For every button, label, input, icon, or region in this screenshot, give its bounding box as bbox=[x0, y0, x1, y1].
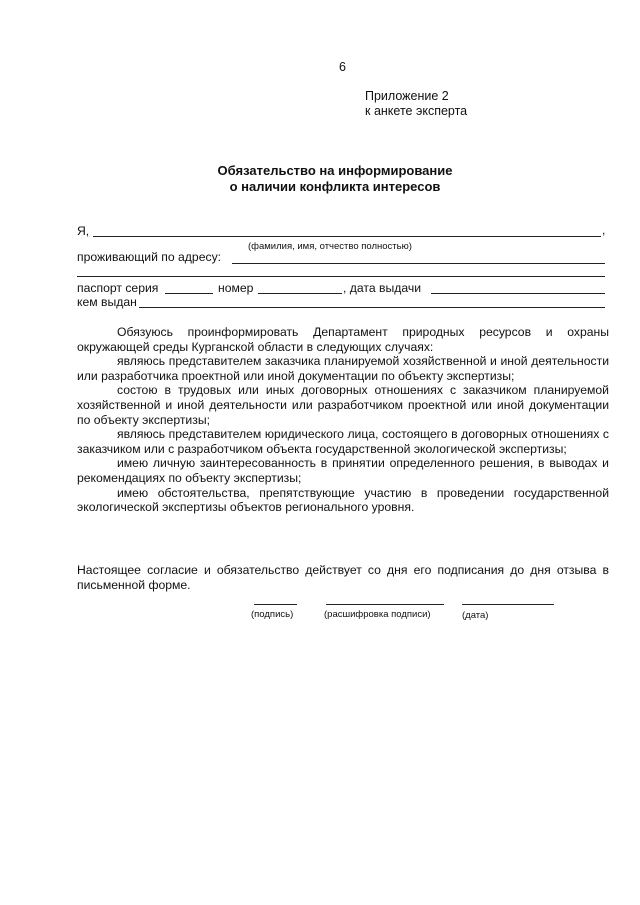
case-2: состою в трудовых или иных договорных отношениях с заказчиком планируемой хозяйственной и иной деятельности или разработчиком проектной или иной документации по объекту экспертизы; bbox=[77, 383, 609, 427]
appendix-line-2: к анкете эксперта bbox=[365, 104, 468, 118]
obligation-body bbox=[77, 325, 609, 515]
issued-by-field[interactable] bbox=[139, 307, 605, 308]
signature-date-label: (дата) bbox=[462, 610, 489, 621]
passport-series-field[interactable] bbox=[165, 293, 213, 294]
intro-paragraph: Обязуюсь проинформировать Департамент природных ресурсов и охраны окружающей среды Курганской области в следующих случаях: bbox=[77, 325, 609, 354]
case-5: имею обстоятельства, препятствующие участию в проведении государственной экологической экспертизы объектов регионального уровня. bbox=[77, 485, 609, 515]
closing-paragraph bbox=[77, 563, 609, 592]
appendix-line-1: Приложение 2 bbox=[365, 89, 449, 103]
passport-number-field[interactable] bbox=[258, 293, 342, 294]
issue-date-label: , дата выдачи bbox=[343, 281, 422, 295]
closing-text: Настоящее согласие и обязательство действует со дня его подписания до дня отзыва в письменной форме. bbox=[77, 563, 609, 592]
case-4: имею личную заинтересованность в принятии определенного решения, в выводах и рекомендациях по объекту экспертизы; bbox=[77, 456, 609, 485]
title-line-1: Обязательство на информирование bbox=[217, 163, 453, 178]
issued-by-label: кем выдан bbox=[77, 295, 137, 309]
address-label: проживающий по адресу: bbox=[77, 250, 222, 264]
appendix-note bbox=[365, 89, 467, 119]
passport-series-label: паспорт серия bbox=[77, 281, 159, 295]
title-line-2: о наличии конфликта интересов bbox=[229, 179, 441, 194]
full-name-hint: (фамилия, имя, отчество полностью) bbox=[248, 241, 412, 252]
signature-field[interactable] bbox=[254, 604, 297, 605]
signature-decode-label: (расшифровка подписи) bbox=[324, 609, 431, 620]
document-title bbox=[0, 163, 640, 195]
i-end-comma: , bbox=[602, 223, 606, 237]
page-number: 6 bbox=[339, 60, 346, 74]
i-label: Я, bbox=[77, 224, 90, 238]
passport-number-label: номер bbox=[218, 281, 254, 295]
issue-date-field[interactable] bbox=[431, 293, 605, 294]
case-3: являюсь представителем юридического лица, состоящего в договорных отношениях с заказчиком или с разработчиком объекта государственной экологической экспертизы; bbox=[77, 427, 609, 456]
address-field[interactable] bbox=[232, 263, 605, 264]
full-name-field[interactable] bbox=[93, 236, 601, 237]
signature-label: (подпись) bbox=[251, 609, 294, 620]
signature-date-field[interactable] bbox=[462, 604, 554, 605]
address-field-line-2[interactable] bbox=[77, 276, 605, 277]
signature-decode-field[interactable] bbox=[326, 604, 444, 605]
case-1: являюсь представителем заказчика планируемой хозяйственной и иной деятельности или разработчика проектной или иной документации по объекту экспертизы; bbox=[77, 354, 609, 383]
